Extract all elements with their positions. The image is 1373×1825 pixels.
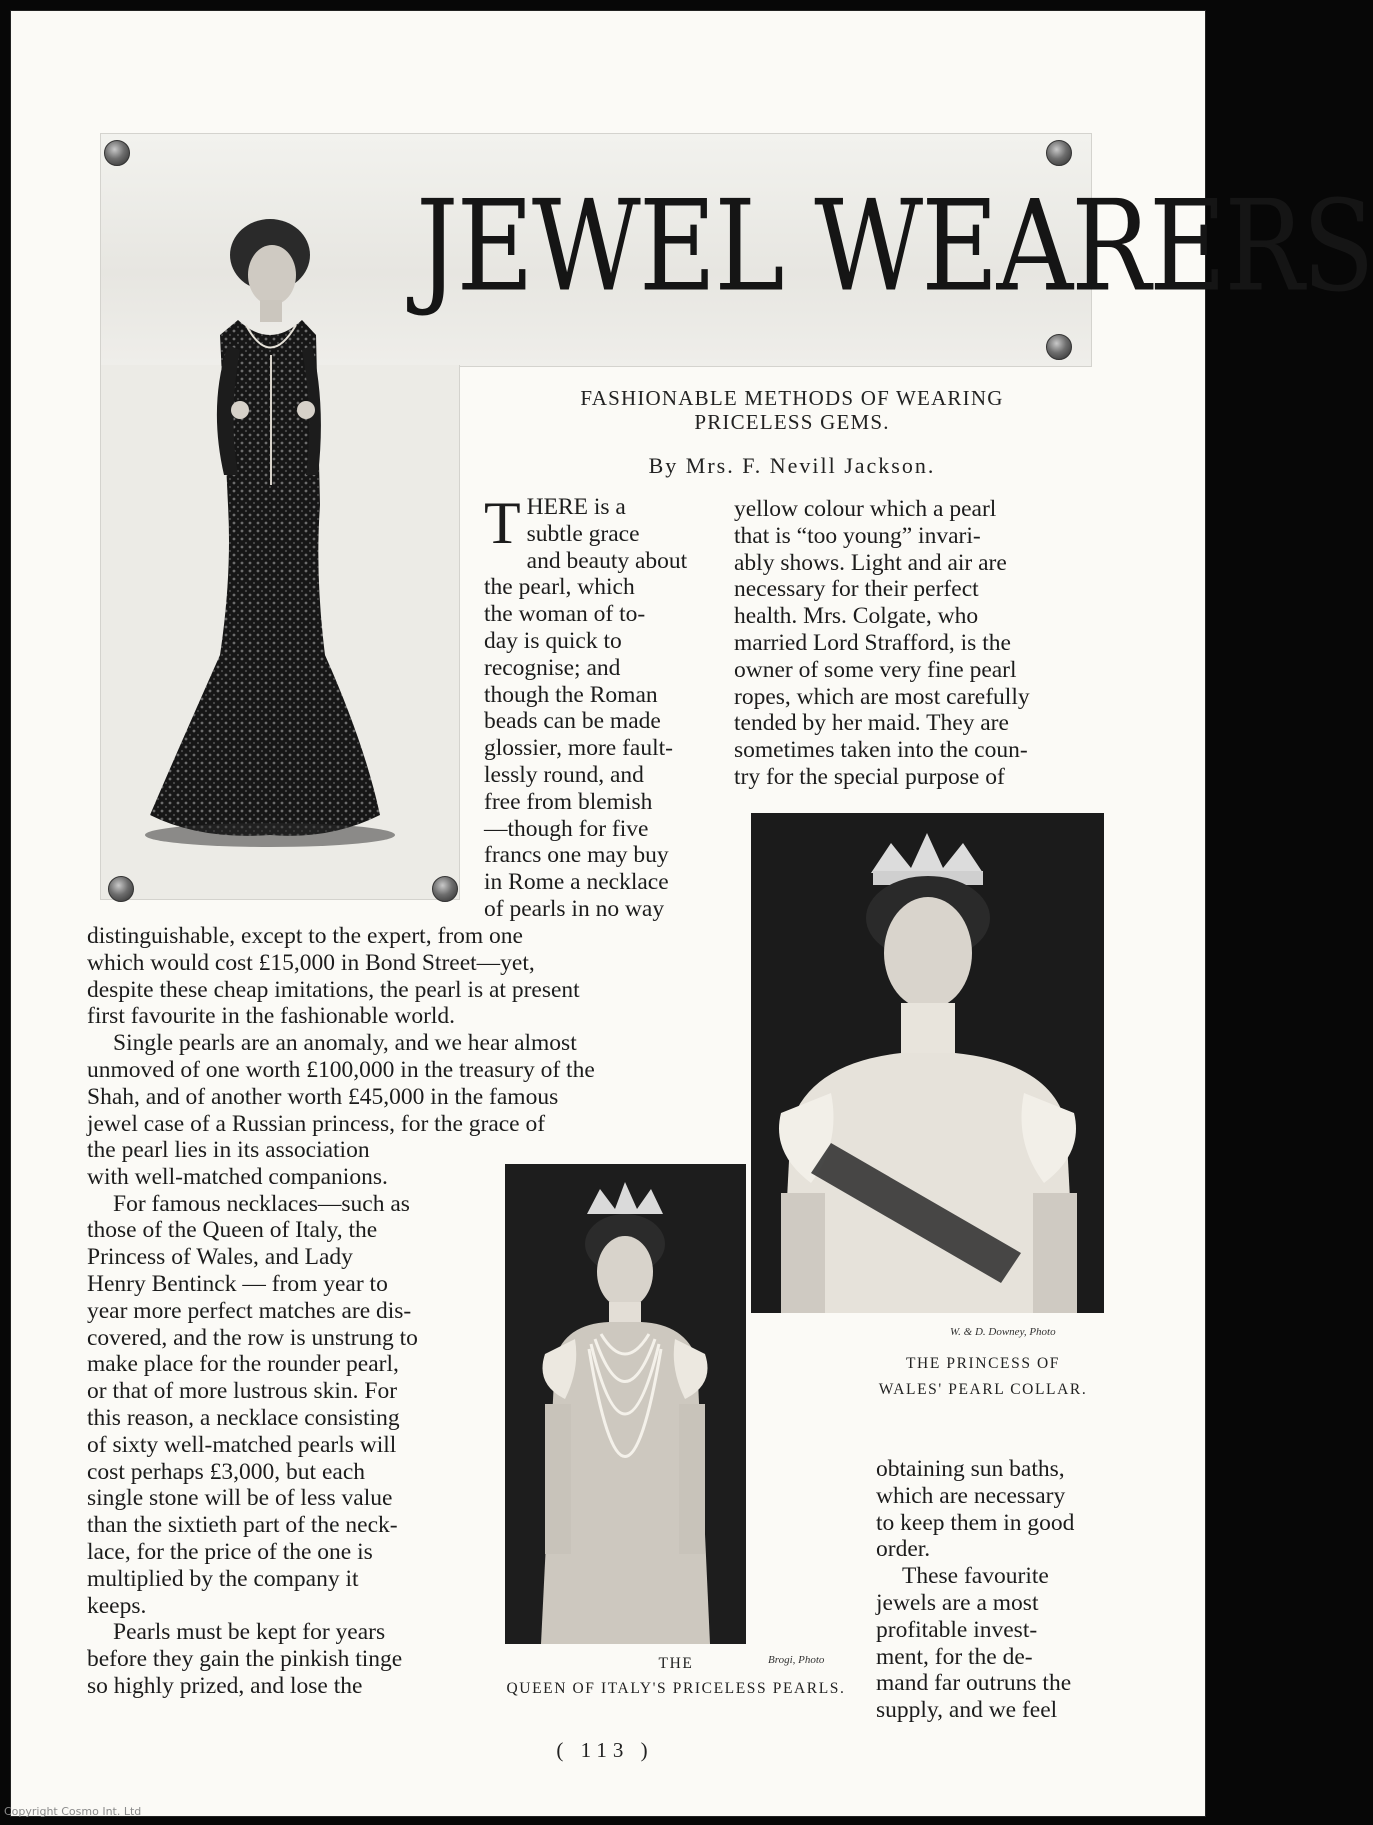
article-column-opening: T HERE is a subtle grace and beauty about the pearl, which the woman of to- day is quick to recognise; and though the Roman beads can be made glossier, more fault- lessly round, and free from blemish —though for five francs one may buy in Rome a necklace of pearls in no way	[484, 490, 688, 922]
princess-of-wales-photo	[751, 813, 1104, 1313]
article-text-wide: distinguishable, except to the expert, from one which would cost £15,000 in Bond Street—yet, despite these cheap imitations, the pearl is at present first favourite in the fashionable world. Single pearls are an anomaly, and we hear almost unmoved of one worth £100,000 in the treasury of the Shah, and of another worth £45,000 in the famous jewel case of a Russian princess, for the grace of	[87, 923, 595, 1137]
princess-portrait-figure	[751, 813, 1104, 1313]
queen-portrait-figure	[505, 1164, 746, 1644]
lady-in-gown-photo	[120, 185, 420, 865]
rivet-icon	[1046, 334, 1072, 360]
article-column-right-top: yellow colour which a pearl that is “too young” invari- ably shows. Light and air are necessary for their perfect health. Mrs. Colgate, who married Lord Strafford, is the owner of some very fine pearl ropes, which are most carefully tended by her maid. They are sometimes taken into the coun- try for the special purpose of	[734, 496, 1030, 790]
rivet-icon	[432, 876, 458, 902]
article-byline: By Mrs. F. Nevill Jackson.	[648, 453, 936, 478]
article-column-left-lower: the pearl lies in its association with well-matched companions. For famous necklaces—such as those of the Queen of Italy, the Princess of Wales, and Lady Henry Bentinck — from year to year more perfect matches are dis- covered, and the row is unstrung to make place for the rounder pearl, or that of more lustrous skin. For this reason, a necklace consisting of sixty well-matched pearls will cost perhaps £3,000, but each single stone will be of less value than the sixtieth part of the neck- lace, for the price of the one is multiplied by the company it keeps. Pearls must be kept for years before they gain the pinkish tinge so highly prized, and lose the	[87, 1137, 418, 1699]
rivet-icon	[104, 140, 130, 166]
princess-photo-credit: W. & D. Downey, Photo	[950, 1326, 1056, 1338]
queen-caption: THE QUEEN OF ITALY'S PRICELESS PEARLS.	[506, 1655, 846, 1697]
article-subtitle: FASHIONABLE METHODS OF WEARING PRICELESS GEMS.	[580, 386, 1004, 434]
drop-cap: T	[484, 490, 521, 556]
princess-caption: THE PRINCESS OF WALES' PEARL COLLAR.	[878, 1355, 1088, 1398]
queen-of-italy-photo	[505, 1164, 746, 1644]
copyright-notice: Copyright Cosmo Int. Ltd	[4, 1805, 142, 1818]
article-title: JEWEL WEARERS	[416, 173, 1373, 319]
rivet-icon	[108, 876, 134, 902]
article-column-right-lower: obtaining sun baths, which are necessary to keep them in good order. These favourite jewels are a most profitable invest- ment, for the de- mand far outruns the supply, and we feel	[876, 1456, 1075, 1724]
queen-photo-credit: Brogi, Photo	[768, 1654, 825, 1666]
page-number: ( 113 )	[556, 1738, 654, 1762]
